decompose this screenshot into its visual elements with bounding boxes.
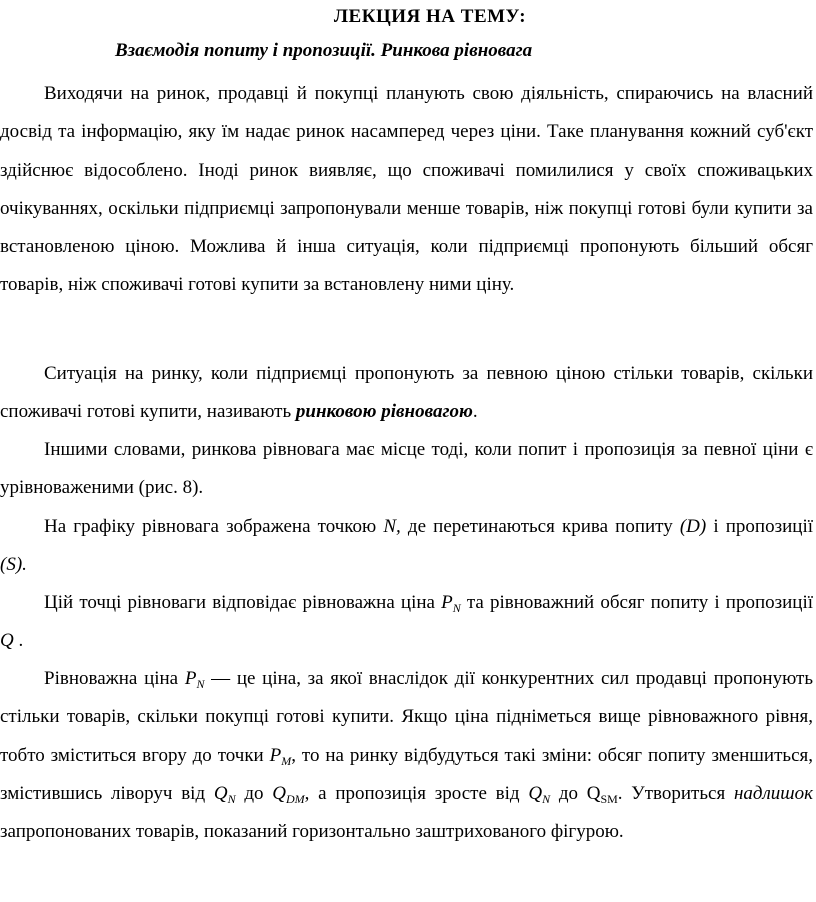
symbol-d: (D) (679, 516, 707, 537)
text: і пропозиції (706, 516, 814, 537)
symbol-s: (S). (0, 554, 27, 576)
text: — це ціна, за якої внаслідок дії конкурентних сил продавці пропонують стільки товарів, скільки покупці готові купити. Якщо ціна підніметься вище рівноважного рівня, тобто зміститься вгору до точки (0, 668, 813, 766)
symbol-p: P (441, 592, 453, 613)
text: На графіку рівновага зображена точкою (44, 516, 384, 537)
symbol-p: P (184, 668, 197, 689)
text: до (235, 782, 273, 804)
paragraph-equilibrium-definition (0, 355, 813, 432)
text: Рівноважна ціна (44, 668, 185, 689)
symbol-q: Q (0, 630, 14, 652)
symbol-p: P (269, 744, 282, 766)
paragraph-equilibrium-point (0, 584, 813, 661)
text: Ситуація на ринку, коли підприємці пропонують за певною ціною стільки товарів, скільки споживачі готові купити, називають (0, 363, 813, 423)
subscript-dm: DM (286, 791, 305, 806)
text: запропонованих товарів, показаний горизонтально заштрихованого фігурою. (0, 821, 624, 843)
text: . (472, 401, 478, 423)
text: Цій точці рівноваги відповідає рівноважна ціна (44, 592, 442, 613)
text: . (13, 630, 24, 652)
text: , а пропозиція зросте від (304, 782, 529, 804)
lecture-topic: Взаємодія попиту і пропозиції. Ринкова рівновага (115, 40, 533, 61)
symbol-q: Q (213, 782, 228, 804)
text: до Q (550, 782, 601, 804)
subscript-sm: SM (600, 791, 618, 806)
text: . Утвориться (617, 782, 734, 804)
paragraph-planning: Виходячи на ринок, продавці й покупці планують свою діяльність, спираючись на власний досвід та інформацію, яку їм надає ринок насамперед через ціни. Таке планування кожний суб'єкт здійснює відособлено. Іноді ринок виявляє, що споживачі помилилися у своїх споживацьких очікуваннях, оскільки підприємці запропонували менше товарів, ніж покупці готові були купити за встановленою ціною. Можлива й інша ситуація, коли підприємці пропонують більший обсяг товарів, ніж споживачі готові купити за встановлену ними ціну. (0, 83, 813, 296)
symbol-q: Q (272, 782, 286, 804)
paragraph-graph (0, 508, 813, 585)
symbol-n: N, (383, 516, 401, 537)
paragraph-equilibrium-restated: Іншими словами, ринкова рівновага має місце тоді, коли попит і пропозиція за певної ціни є урівноваженими (рис. 8). (0, 439, 813, 499)
text: , то на ринку відбудуться такі зміни: обсяг попиту зменшиться, змістившись ліворуч від (0, 744, 813, 804)
lecture-heading: ЛЕКЦИЯ НА ТЕМУ: (333, 6, 527, 27)
paragraph-equilibrium-price (0, 660, 813, 851)
subscript-m: M (281, 753, 292, 768)
term-market-equilibrium: ринковою рівновагою (295, 401, 473, 423)
text: та рівноважний обсяг попиту і пропозиції (460, 592, 814, 613)
term-surplus: надлишок (733, 782, 813, 804)
subscript-n: N (227, 791, 236, 806)
text: де перетинаються крива попиту (400, 516, 680, 537)
symbol-q: Q (528, 782, 543, 804)
subscript-n: N (196, 677, 205, 691)
subscript-n: N (542, 791, 551, 806)
subscript-n: N (452, 601, 461, 615)
